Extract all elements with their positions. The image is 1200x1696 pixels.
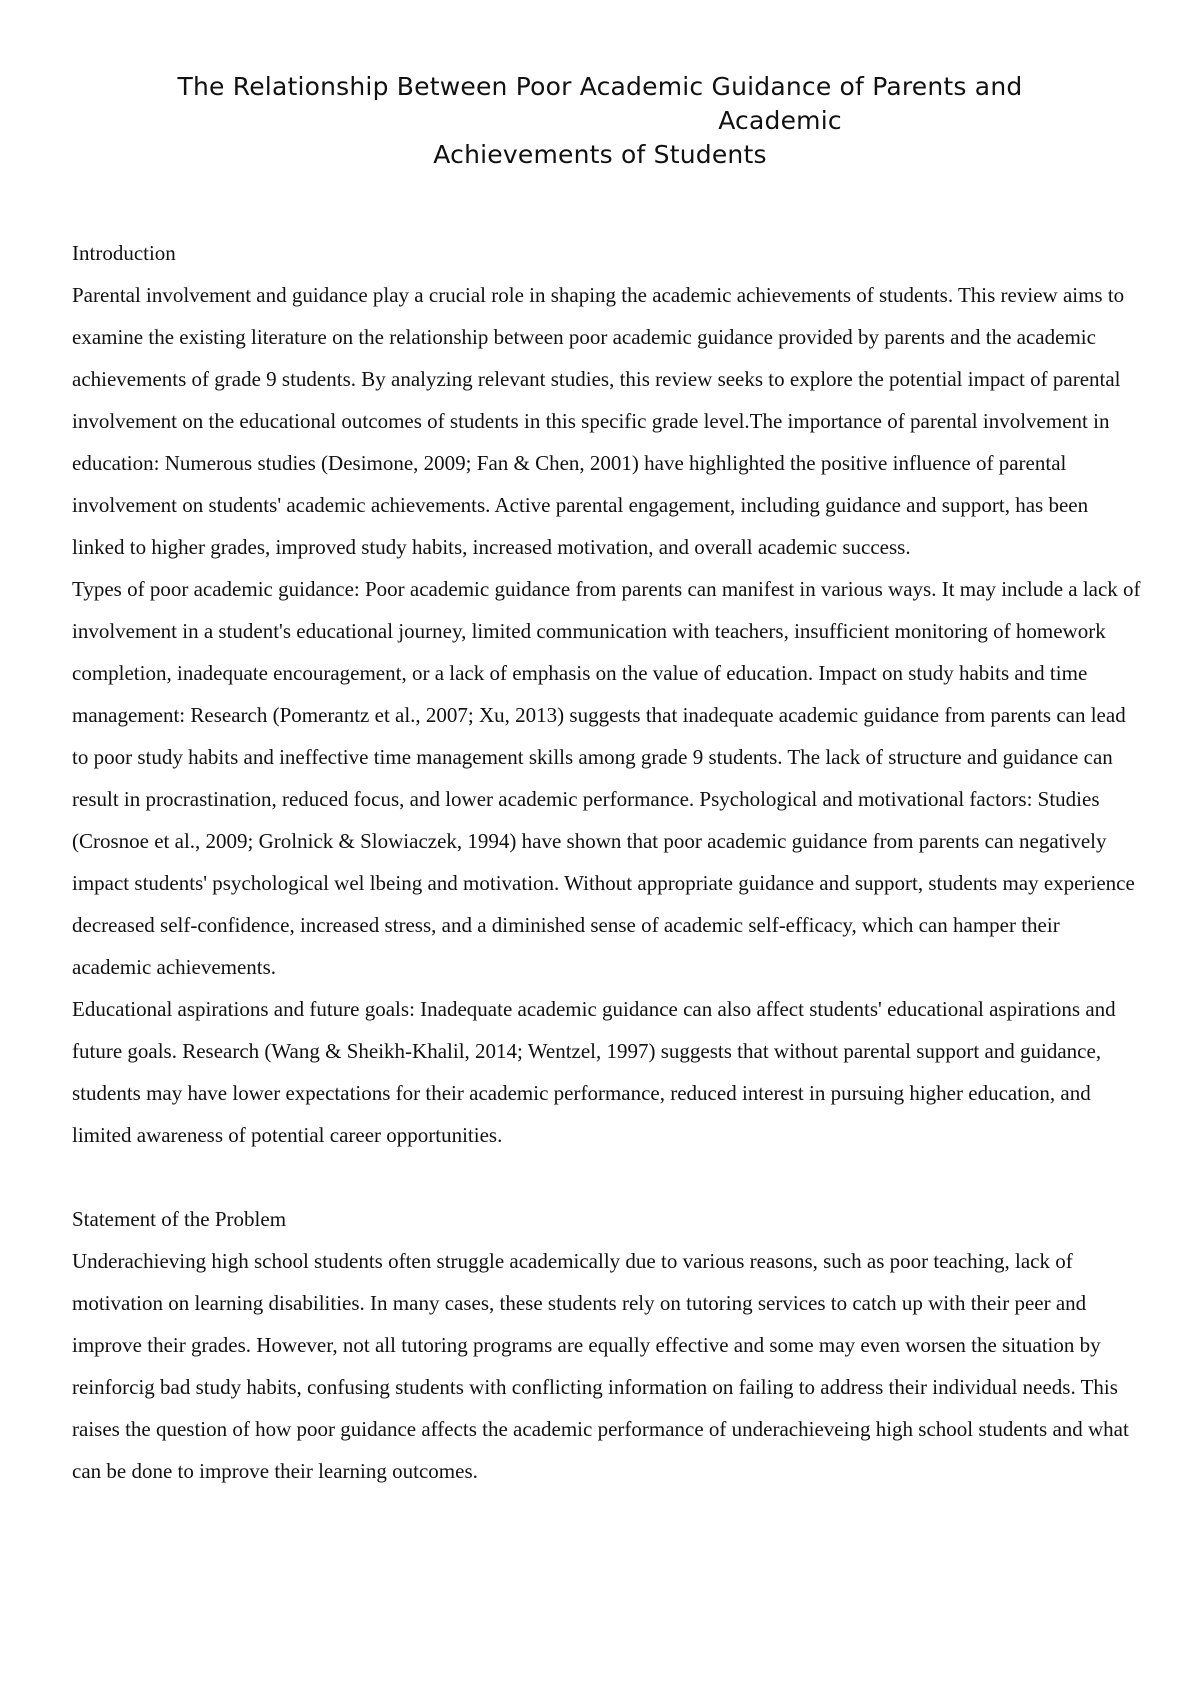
title-line-2: Academic [718,106,842,135]
introduction-heading: Introduction [72,241,176,265]
document-title [72,70,1128,172]
introduction-paragraph-1: Parental involvement and guidance play a crucial role in shaping the academic achievements of students. This review aims to examine the existing literature on the relationship between poor academic guidance provided by parents and the academic achievements of grade 9 students. By analyzing relevant studies, this review seeks to explore the potential impact of parental involvement on the educational outcomes of students in this specific grade level.The importance of parental involvement in education: Numerous studies (Desimone, 2009; Fan & Chen, 2001) have highlighted the positive influence of parental involvement on students' academic achievements. Active parental engagement, including guidance and support, has been linked to higher grades, improved study habits, increased motivation, and overall academic success. [72,283,1125,559]
problem-heading: Statement of the Problem [72,1207,287,1231]
section-spacer [72,1156,1142,1198]
problem-paragraph-1: Underachieving high school students often struggle academically due to various reasons, such as poor teaching, lack of motivation on learning disabilities. In many cases, these students rely on tutoring services to catch up with their peer and improve their grades. However, not all tutoring programs are equally effective and some may even worsen the situation by reinforcig bad study habits, confusing students with conflicting information on failing to address their individual needs. This raises the question of how poor guidance affects the academic performance of underachieveing high school students and what can be done to improve their learning outcomes. [72,1249,1129,1483]
introduction-paragraph-2: Types of poor academic guidance: Poor academic guidance from parents can manifest in various ways. It may include a lack of involvement in a student's educational journey, limited communication with teachers, insufficient monitoring of homework completion, inadequate encouragement, or a lack of emphasis on the value of education. Impact on study habits and time management: Research (Pomerantz et al., 2007; Xu, 2013) suggests that inadequate academic guidance from parents can lead to poor study habits and ineffective time management skills among grade 9 students. The lack of structure and guidance can result in procrastination, reduced focus, and lower academic performance. Psychological and motivational factors: Studies (Crosnoe et al., 2009; Grolnick & Slowiaczek, 1994) have shown that poor academic guidance from parents can negatively impact students' psychological wel lbeing and motivation. Without appropriate guidance and support, students may experience decreased self-confidence, increased stress, and a diminished sense of academic self-efficacy, which can hamper their academic achievements. [72,577,1141,979]
document-body [72,232,1142,1492]
title-line-3: Achievements of Students [433,140,767,169]
introduction-paragraph-3: Educational aspirations and future goals: Inadequate academic guidance can also affect students' educational aspirations and future goals. Research (Wang & Sheikh-Khalil, 2014; Wentzel, 1997) suggests that without parental support and guidance, students may have lower expectations for their academic performance, reduced interest in pursuing higher education, and limited awareness of potential career opportunities. [72,997,1116,1147]
title-line-1: The Relationship Between Poor Academic Guidance of Parents and [177,72,1023,101]
